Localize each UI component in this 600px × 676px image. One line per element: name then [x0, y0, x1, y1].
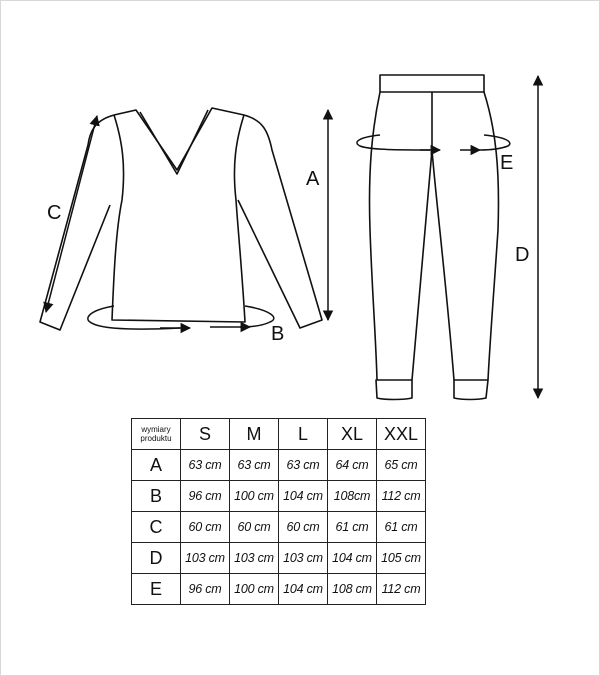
table-cell: 103 cm: [181, 543, 230, 574]
table-corner-label: wymiary produktu: [132, 419, 181, 450]
table-cell: 108cm: [328, 481, 377, 512]
label-e: E: [500, 152, 514, 174]
table-row: [132, 512, 426, 543]
table-cell: 60 cm: [181, 512, 230, 543]
table-cell: 64 cm: [328, 450, 377, 481]
table-cell: 104 cm: [279, 574, 328, 605]
table-row: [132, 543, 426, 574]
table-cell: 108 cm: [328, 574, 377, 605]
table-cell: 104 cm: [328, 543, 377, 574]
table-cell: 103 cm: [230, 543, 279, 574]
top-sweater-drawing: [40, 108, 322, 330]
size-table: [131, 418, 426, 605]
label-b: B: [271, 323, 285, 345]
top-width-dimension-arrow: [88, 306, 274, 329]
size-header: S: [181, 419, 230, 450]
waist-dimension-arrow: [357, 135, 510, 150]
row-label: A: [132, 450, 181, 481]
pants-drawing: [369, 75, 498, 400]
table-cell: 100 cm: [230, 481, 279, 512]
table-cell: 61 cm: [377, 512, 426, 543]
table-cell: 63 cm: [230, 450, 279, 481]
table-cell: 65 cm: [377, 450, 426, 481]
table-cell: 96 cm: [181, 481, 230, 512]
table-header-row: [132, 419, 426, 450]
table-cell: 100 cm: [230, 574, 279, 605]
table-cell: 112 cm: [377, 481, 426, 512]
label-c: C: [47, 202, 62, 224]
row-label: E: [132, 574, 181, 605]
label-d: D: [515, 244, 530, 266]
table-row: [132, 574, 426, 605]
table-cell: 60 cm: [279, 512, 328, 543]
table-cell: 105 cm: [377, 543, 426, 574]
table-cell: 104 cm: [279, 481, 328, 512]
row-label: C: [132, 512, 181, 543]
table-cell: 103 cm: [279, 543, 328, 574]
size-header: L: [279, 419, 328, 450]
table-row: [132, 450, 426, 481]
row-label: B: [132, 481, 181, 512]
label-a: A: [306, 168, 320, 190]
table-cell: 63 cm: [279, 450, 328, 481]
table-cell: 60 cm: [230, 512, 279, 543]
table-cell: 63 cm: [181, 450, 230, 481]
size-header: XL: [328, 419, 377, 450]
row-label: D: [132, 543, 181, 574]
size-header: M: [230, 419, 279, 450]
table-cell: 61 cm: [328, 512, 377, 543]
table-cell: 112 cm: [377, 574, 426, 605]
size-header: XXL: [377, 419, 426, 450]
table-row: [132, 481, 426, 512]
table-cell: 96 cm: [181, 574, 230, 605]
